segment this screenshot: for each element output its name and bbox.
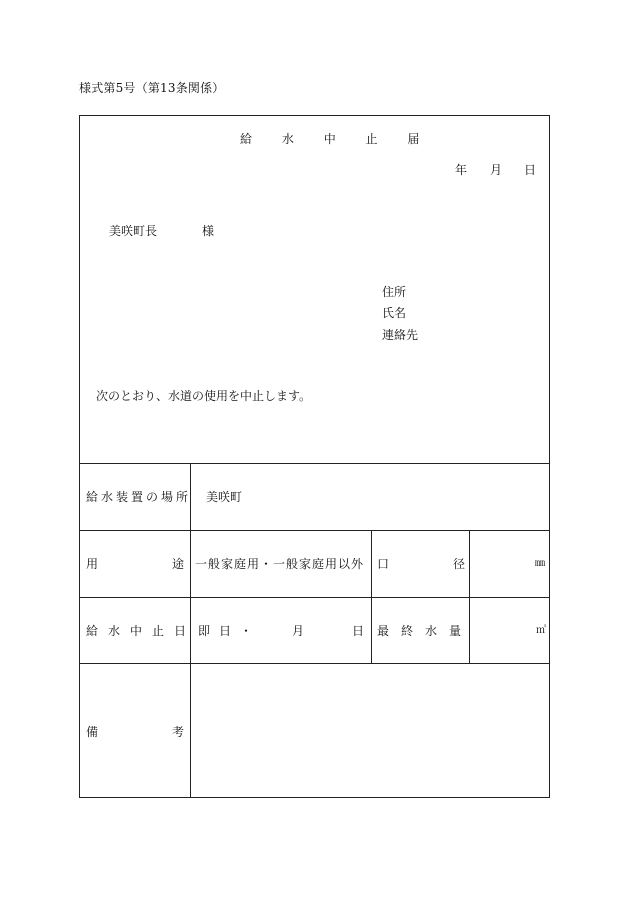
statement-text: 次のとおり、水道の使用を中止します。 (96, 389, 312, 403)
diameter-unit: ㎜ (535, 558, 545, 569)
value-column-rule (469, 530, 470, 663)
stop-date-day: 日 (352, 624, 365, 638)
contact-label: 連絡先 (382, 328, 419, 342)
title-char: 止 (365, 132, 378, 146)
form-title (240, 132, 445, 146)
row-rule (80, 663, 549, 664)
row-rule (80, 530, 549, 531)
use-value: 一般家庭用・一般家庭用以外 (195, 557, 365, 571)
final-volume-unit: ㎥ (536, 625, 546, 636)
mid-column-rule (371, 530, 372, 663)
remarks-label-right: 考 (172, 725, 185, 739)
addressee-name: 美咲町長 (109, 224, 158, 238)
name-label: 氏名 (382, 306, 407, 320)
date-year-label: 年 (455, 163, 468, 177)
use-label-left: 用 (86, 557, 99, 571)
remarks-field[interactable] (192, 665, 547, 795)
date-day-label: 日 (524, 163, 537, 177)
notification-form (79, 115, 550, 798)
title-char: 水 (281, 132, 294, 146)
address-label: 住所 (382, 285, 407, 299)
use-label-right: 途 (172, 557, 185, 571)
row-rule (80, 597, 549, 598)
date-month-label: 月 (490, 163, 503, 177)
title-char: 給 (240, 132, 253, 146)
diameter-label-left: 口 (377, 557, 390, 571)
stop-date-month: 月 (292, 624, 305, 638)
title-char: 届 (407, 132, 420, 146)
diameter-label-right: 径 (453, 557, 466, 571)
stop-date-immediate: 即日・ (198, 624, 262, 638)
title-char: 中 (323, 132, 336, 146)
table-top-rule (80, 463, 549, 464)
location-label: 給水装置の場所 (86, 490, 192, 504)
form-number: 様式第5号（第13条関係） (79, 81, 225, 95)
final-volume-label: 最終水量 (377, 624, 474, 638)
stop-date-label: 給水中止日 (86, 624, 197, 638)
location-value: 美咲町 (206, 490, 243, 504)
addressee-honorific: 様 (202, 224, 215, 238)
remarks-label-left: 備 (86, 725, 99, 739)
